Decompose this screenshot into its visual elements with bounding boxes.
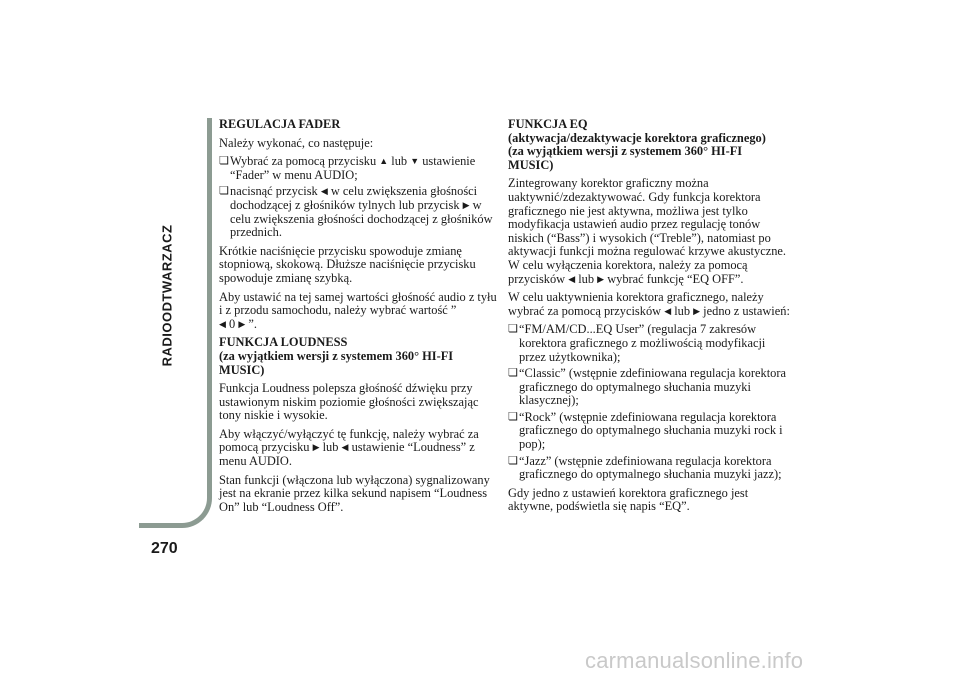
fader-paragraph-2: Aby ustawić na tej samej wartości głośność audio z tyłu i z przodu samochodu, należy wybrać wartość ” ◀ 0 ▶ ”. bbox=[219, 289, 497, 331]
fader-paragraph-1: Krótkie naciśnięcie przycisku spowoduje zmianę stopniową, skokową. Dłuższe naciśnięcie przycisku spowoduje zmianę szybką. bbox=[219, 243, 476, 285]
left-arrow-icon: ◀ bbox=[664, 305, 672, 316]
eq-subheading-1: (aktywacja/dezaktywacje korektora graficznego) bbox=[508, 130, 766, 145]
section-label: RADIOODTWARZACZ bbox=[159, 224, 175, 366]
eq-setting-user: ❏ “FM/AM/CD...EQ User” (regulacja 7 zakresów korektora graficznego z możliwością modyfikacji przez użytkownika); bbox=[508, 323, 790, 364]
eq-setting-rock: ❏ “Rock” (wstępnie zdefiniowana regulacja korektora graficznego do optymalnego słuchania muzyki rock i pop); bbox=[508, 411, 790, 452]
left-arrow-icon: ◀ bbox=[568, 273, 576, 284]
left-arrow-icon: ◀ bbox=[320, 186, 328, 197]
fader-step-1: ❏ Wybrać za pomocą przycisku ▲ lub ▼ ustawienie “Fader” w menu AUDIO; bbox=[219, 155, 501, 182]
right-arrow-icon: ▶ bbox=[238, 318, 246, 329]
eq-paragraph-1: Zintegrowany korektor graficzny można uaktywnić/zdezaktywować. Gdy funkcja korektora graficznego nie jest aktywna, możliwa jest tylko modyfikacja ustawień audio przez regulację tonów niskich (“Bass”) i wysokich (“Treble”), natomiast po aktywacji funkcji można regulować krzywe akustyczne. W celu wyłączenia korektora, należy za pomocą przycisków ◀ lub ▶ wybrać funkcję “EQ OFF”. bbox=[508, 176, 786, 286]
fader-steps bbox=[219, 155, 501, 240]
eq-setting-classic: ❏ “Classic” (wstępnie zdefiniowana regulacja korektora graficznego do optymalnego słuchania muzyki klasycznej); bbox=[508, 367, 790, 408]
eq-heading: FUNKCJA EQ bbox=[508, 117, 588, 131]
eq-paragraph-3: Gdy jedno z ustawień korektora graficznego jest aktywne, podświetla się napis “EQ”. bbox=[508, 485, 749, 514]
left-arrow-icon: ◀ bbox=[219, 318, 226, 329]
page-number: 270 bbox=[151, 540, 178, 557]
loudness-subheading: (za wyjątkiem wersji z systemem 360° HI-FI MUSIC) bbox=[219, 348, 454, 377]
loudness-paragraph-2: Aby włączyć/wyłączyć tę funkcję, należy wybrać za pomocą przycisku ▶ lub ◀ ustawienie “Loudness” z menu AUDIO. bbox=[219, 426, 479, 469]
eq-settings-list bbox=[508, 323, 790, 482]
left-arrow-icon: ◀ bbox=[341, 442, 349, 453]
left-column bbox=[219, 118, 501, 519]
eq-paragraph-2: W celu uaktywnienia korektora graficznego, należy wybrać za pomocą przycisków ◀ lub ▶ jedno z ustawień: bbox=[508, 290, 790, 318]
right-arrow-icon: ▶ bbox=[597, 273, 605, 284]
fader-heading: REGULACJA FADER bbox=[219, 117, 341, 131]
right-arrow-icon: ▶ bbox=[462, 199, 470, 210]
eq-setting-jazz: ❏ “Jazz” (wstępnie zdefiniowana regulacja korektora graficznego do optymalnego słuchania muzyki jazz); bbox=[508, 455, 790, 482]
right-column bbox=[508, 118, 790, 519]
right-arrow-icon: ▶ bbox=[693, 305, 701, 316]
up-arrow-icon: ▲ bbox=[379, 156, 389, 167]
loudness-heading: FUNKCJA LOUDNESS bbox=[219, 335, 348, 350]
eq-subheading-2: (za wyjątkiem wersji z systemem 360° HI-FI MUSIC) bbox=[508, 144, 743, 172]
fader-step-2: ❏ nacisnąć przycisk ◀ w celu zwiększenia głośności dochodzącej z głośników tylnych lub przycisk ▶ w celu zwiększenia głośności dochodzącej z głośników przednich. bbox=[219, 185, 501, 239]
right-arrow-icon: ▶ bbox=[312, 442, 320, 453]
down-arrow-icon: ▼ bbox=[410, 156, 420, 167]
loudness-paragraph-3: Stan funkcji (włączona lub wyłączona) sygnalizowany jest na ekranie przez kilka sekund napisem “Loudness On” lub “Loudness Off”. bbox=[219, 472, 490, 514]
fader-intro: Należy wykonać, co następuje: bbox=[219, 135, 374, 150]
loudness-paragraph-1: Funkcja Loudness polepsza głośność dźwięku przy ustawionym niskim poziomie głośności zwiększając tony niskie i wysokie. bbox=[219, 381, 479, 423]
watermark: carmanualsonline.info bbox=[585, 648, 804, 673]
